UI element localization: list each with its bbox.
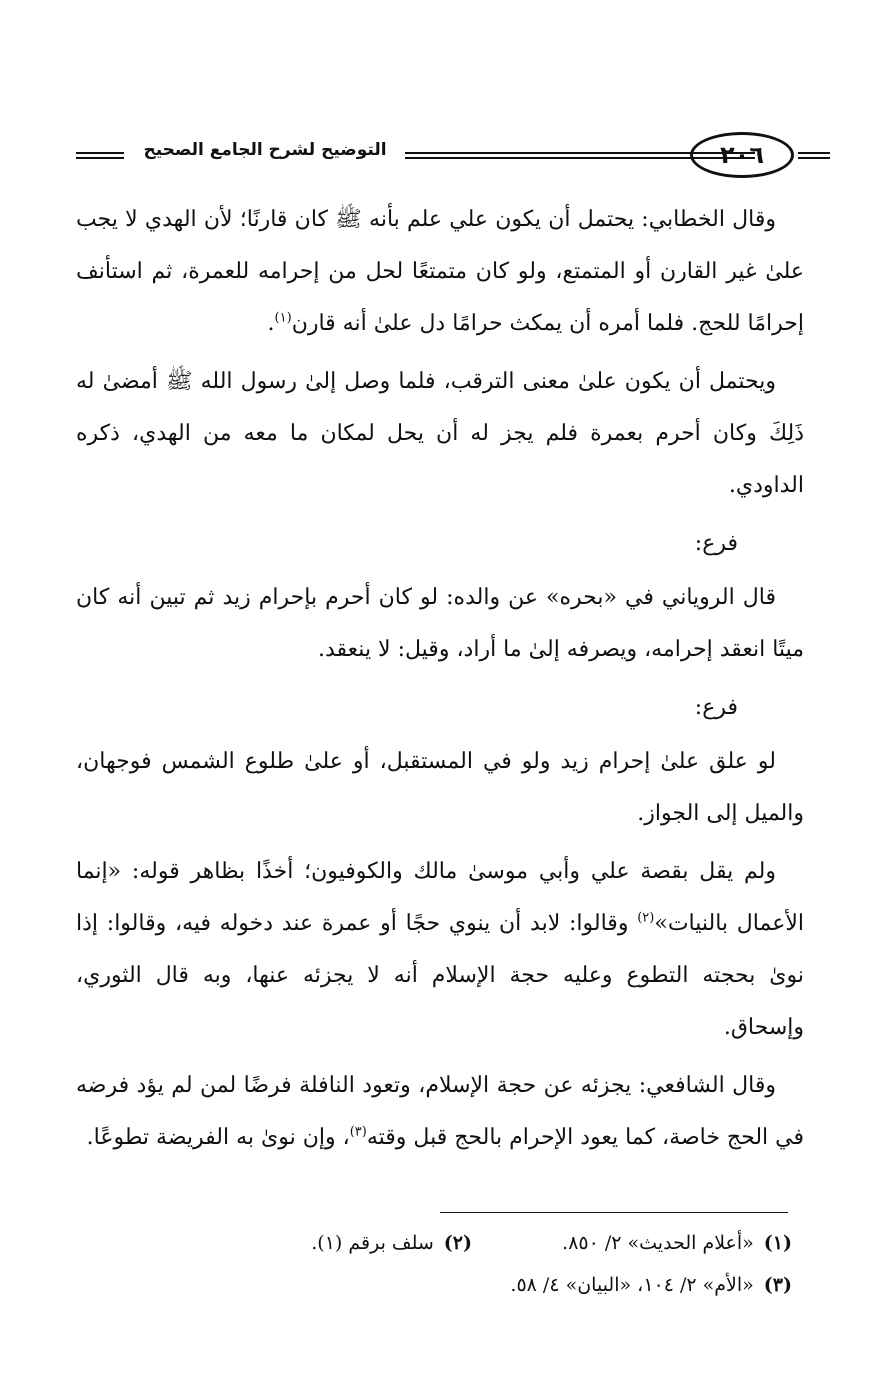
paragraph-text: قال الروياني في «بحره» عن والده: لو كان أحرم بإحرام زيد ثم تبين أنه كان ميتًا انعقد إحرامه، ويصرفه إلىٰ ما أراد، وقيل: لا ينعقد. [76, 585, 804, 662]
body-text [76, 194, 804, 1170]
footnote-number: (١) [763, 1232, 792, 1254]
paragraph-taliq [76, 736, 804, 840]
footnote-row [180, 1222, 792, 1264]
paragraph-ruyani [76, 572, 804, 676]
footnote-3 [510, 1264, 792, 1306]
section-heading-far: فرع: [694, 531, 738, 556]
footnote-ref-3[interactable]: (٣) [349, 1124, 367, 1140]
paragraph-tail: وقالوا: لابد أن ينوي حجًا أو عمرة عند دخوله فيه، وقالوا: إذا نوىٰ بحجته التطوع وعليه حجة الإسلام أنه لا يجزئه عنها، وبه قال الثوري، وإسحاق. [76, 911, 804, 1040]
footnote-number: (٢) [443, 1232, 472, 1254]
footnote-2 [311, 1222, 472, 1264]
paragraph-text: ولم يقل بقصة علي وأبي موسىٰ مالك والكوفيون؛ أخذًا بظاهر قوله: «إنما الأعمال بالنيات» [76, 859, 804, 936]
paragraph-tail: ، وإن نوىٰ به الفريضة تطوعًا. [86, 1125, 350, 1150]
paragraph-tail: . [267, 311, 275, 336]
paragraph-text: ويحتمل أن يكون علىٰ معنى الترقب، فلما وصل إلىٰ رسول الله ﷺ أمضىٰ له ذَلِكَ وكان أحرم بعمرة فلم يجز له أن يحل لمكان ما معه من الهدي، ذكره الداودي. [76, 369, 804, 498]
paragraph-khattabi [76, 194, 804, 350]
footnotes [180, 1222, 792, 1306]
footnote-1 [472, 1222, 792, 1264]
footnote-text: «الأم» ٢/ ١٠٤، «البيان» ٤/ ٥٨. [510, 1274, 754, 1296]
paragraph-shafii [76, 1060, 804, 1164]
paragraph-malik-kufiyun [76, 846, 804, 1054]
footnote-text: سلف برقم (١). [311, 1232, 434, 1254]
page-number-badge: ٢٠٦ [690, 132, 794, 178]
running-header [68, 128, 808, 188]
footnote-row [180, 1264, 792, 1306]
paragraph-text: وقال الخطابي: يحتمل أن يكون علي علم بأنه ﷺ كان قارنًا؛ لأن الهدي لا يجب علىٰ غير القارن أو المتمتع، ولو كان متمتعًا لحل من إحرامه للعمرة، ثم استأنف إحرامًا للحج. فلما أمره أن يمكث حرامًا دل علىٰ أنه قارن [76, 207, 804, 336]
paragraph-text: وقال الشافعي: يجزئه عن حجة الإسلام، وتعود النافلة فرضًا لمن لم يؤد فرضه في الحج خاصة، كما يعود الإحرام بالحج قبل وقته [76, 1073, 804, 1150]
footnote-number: (٣) [763, 1274, 792, 1296]
header-rule-left [76, 152, 124, 159]
running-title: التوضيح لشرح الجامع الصحيح [143, 140, 387, 160]
header-rule-right [798, 152, 830, 159]
footnote-ref-1[interactable]: (١) [274, 310, 292, 326]
section-heading-far: فرع: [694, 695, 738, 720]
footnote-ref-2[interactable]: (٢) [637, 910, 655, 926]
paragraph-tarqub [76, 356, 804, 512]
footnote-text: «أعلام الحديث» ٢/ ٨٥٠. [562, 1232, 754, 1254]
paragraph-text: لو علق علىٰ إحرام زيد ولو في المستقبل، أو علىٰ طلوع الشمس فوجهان، والميل إلى الجواز. [76, 749, 804, 826]
footnote-separator [440, 1212, 788, 1213]
